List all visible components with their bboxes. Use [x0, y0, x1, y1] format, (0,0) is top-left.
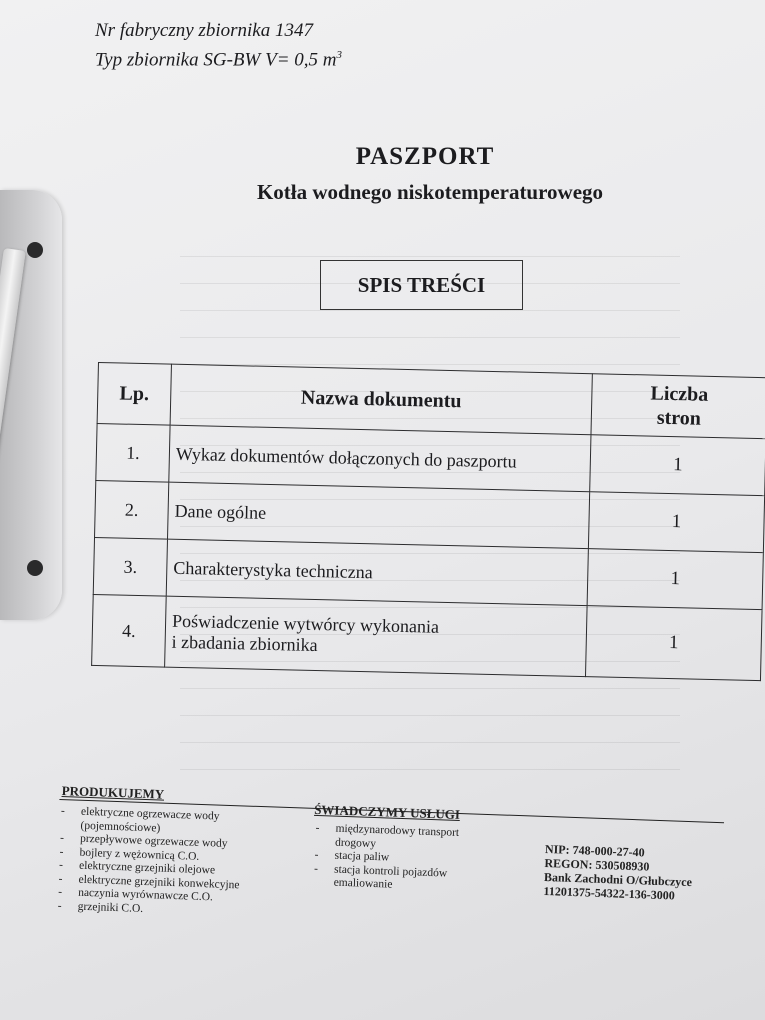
row-number: 2. [95, 480, 169, 539]
row-page-count: 1 [585, 606, 762, 681]
row-document-name: Dane ogólne [167, 482, 589, 549]
header-document-name: Nazwa dokumentu [170, 364, 592, 435]
row-number: 1. [96, 423, 170, 482]
list-item: - międzynarodowy transport [313, 822, 459, 841]
tank-info [95, 18, 342, 72]
toc-table [91, 362, 765, 681]
binder-hole-top [27, 242, 43, 258]
list-item: - przepływowe ogrzewacze wody [58, 832, 241, 852]
row-page-count: 1 [588, 492, 764, 553]
list-item: drogowy [334, 836, 377, 850]
regon-number: REGON: 530508930 [544, 855, 650, 874]
header-lp: Lp. [97, 363, 171, 426]
list-item: - bojlery z wężownicą C.O. [57, 845, 240, 865]
header-page-count: Liczba stron [591, 374, 765, 439]
services-heading: ŚWIADCZYMY USŁUGI [313, 801, 461, 822]
list-item: - grzejniki C.O. [55, 899, 238, 919]
row-number: 3. [93, 537, 167, 596]
list-item: - naczynia wyrównawcze C.O. [56, 886, 239, 906]
list-item: (pojemnościowe) [80, 819, 161, 835]
serial-number-line: Nr fabryczny zbiornika 1347 [95, 20, 313, 41]
row-document-name: Charakterystyka techniczna [166, 539, 588, 606]
table-row [92, 594, 762, 680]
products-list [55, 805, 242, 919]
tank-type-line: Typ zbiornika SG-BW V= 0,5 $m^3$ [95, 49, 342, 71]
list-item: - elektryczne ogrzewacze wody [59, 805, 242, 825]
bank-account: 11201375-54322-136-3000 [543, 883, 676, 903]
list-item: - stacja kontroli pojazdów [312, 862, 458, 881]
nip-number: NIP: 748-000-27-40 [544, 841, 645, 860]
row-number: 4. [92, 594, 167, 667]
row-page-count: 1 [590, 435, 765, 496]
company-footer [55, 783, 740, 957]
toc-heading: SPIS TREŚCI [357, 272, 486, 297]
row-page-count: 1 [587, 549, 763, 610]
list-item: - elektryczne grzejniki konwekcyjne [56, 872, 239, 892]
binder-hole-bottom [27, 560, 43, 576]
document-title: PASZPORT [355, 143, 495, 170]
services-list [311, 822, 459, 895]
company-details [543, 842, 693, 903]
toc-table-wrapper [91, 362, 765, 697]
products-heading: PRODUKUJEMY [61, 783, 165, 802]
list-item: - stacja paliw [312, 849, 458, 868]
row-document-name: Poświadczenie wytwórcy wykonania i zbadania zbiornika [165, 596, 588, 677]
document-subtitle: Kotła wodnego niskotemperaturowego [256, 180, 604, 204]
row-document-name: Wykaz dokumentów dołączonych do paszportu [169, 425, 591, 492]
bank-name: Bank Zachodni O/Głubczyce [543, 869, 693, 890]
list-item: emaliowanie [333, 876, 393, 891]
toc-heading-box [320, 260, 523, 310]
list-item: - elektryczne grzejniki olejowe [57, 859, 240, 879]
